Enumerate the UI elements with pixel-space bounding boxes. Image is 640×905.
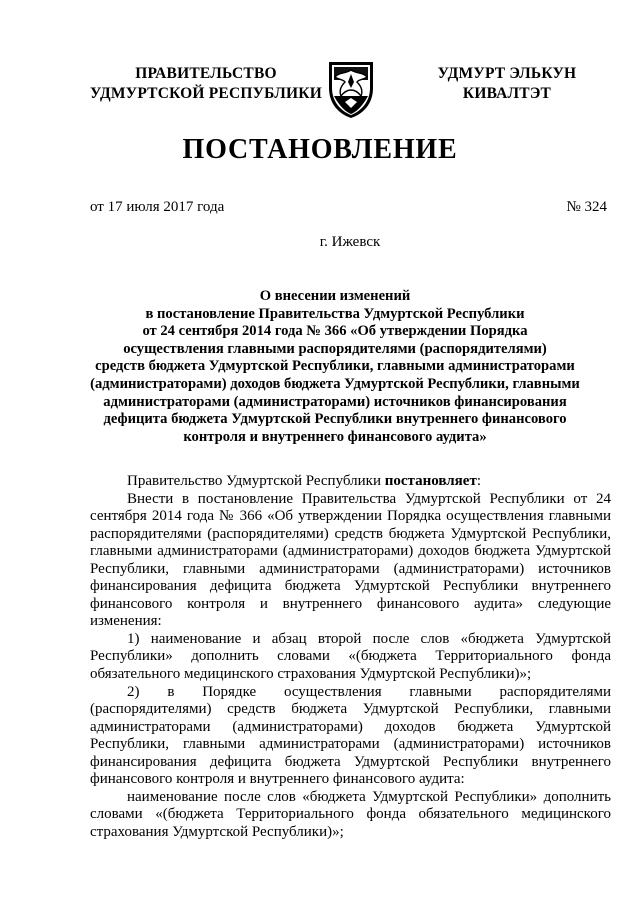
subject-line: от 24 сентября 2014 года № 366 «Об утверждении Порядка <box>142 323 528 340</box>
document-subject <box>80 288 590 446</box>
intro-decree-word: постановляет <box>384 473 477 489</box>
header-government-ru <box>86 64 326 104</box>
subject-line: в постановление Правительства Удмуртской Республики <box>145 305 525 322</box>
intro-text: Правительство Удмуртской Республики <box>127 473 385 489</box>
document-body <box>90 473 611 841</box>
header-right-line-2: КИВАЛТЭТ <box>462 85 552 102</box>
subject-line: осуществления главными распорядителями (распорядителями) <box>123 340 547 357</box>
subject-line: администраторами (администраторами) источников финансирования <box>103 393 567 410</box>
udmurt-coat-of-arms-icon <box>325 58 377 120</box>
header-government-udm <box>422 64 592 104</box>
document-number: № 324 <box>566 199 607 215</box>
header-left-line-2: УДМУРТСКОЙ РЕСПУБЛИКИ <box>90 85 322 102</box>
body-paragraph: 1) наименование и абзац второй после слов «бюджета Удмуртской Республики» дополнить словами «(бюджета Территориального фонда обязательного медицинского страхования Удмуртской Республики)»; <box>90 630 611 683</box>
document-date: от 17 июля 2017 года <box>90 199 225 215</box>
subject-line: О внесении изменений <box>259 288 411 304</box>
subject-line: дефицита бюджета Удмуртской Республики внутреннего финансового <box>103 411 567 428</box>
document-city: г. Ижевск <box>319 234 381 250</box>
body-paragraph: 2) в Порядке осуществления главными распорядителями (распорядителями) средств бюджета Удмуртской Республики, главными администраторами (администраторами) доходов бюджета Удмуртской Республики, главными администраторами (администраторами) источников финансирования дефицита бюджета Удмуртской Республики внутреннего финансового контроля и внутреннего финансового аудита: <box>90 683 611 788</box>
body-paragraph: наименование после слов «бюджета Удмуртской Республики» дополнить словами «(бюджета Территориального фонда обязательного медицинского страхования Удмуртской Республики)»; <box>90 788 611 840</box>
header-left-line-1: ПРАВИТЕЛЬСТВО <box>135 65 277 82</box>
subject-line: контроля и внутреннего финансового аудита» <box>183 428 487 445</box>
body-paragraph: Внести в постановление Правительства Удмуртской Республики от 24 сентября 2014 года № 366 «Об утверждении Порядка осуществления главными распорядителями (распорядителями) средств бюджета Удмуртской Республики, главными администраторами (администраторами) доходов бюджета Удмуртской Республики, главными администраторами (администраторами) источников финансирования дефицита бюджета Удмуртской Республики внутреннего финансового контроля и внутреннего финансового аудита» следующие изменения: <box>90 490 611 630</box>
subject-line: средств бюджета Удмуртской Республики, главными администраторами <box>95 358 575 375</box>
header-right-line-1: УДМУРТ ЭЛЬКУН <box>437 65 577 82</box>
body-intro-paragraph <box>90 473 611 491</box>
subject-line: (администраторами) доходов бюджета Удмуртской Республики, главными <box>90 375 580 392</box>
document-title: ПОСТАНОВЛЕНИЕ <box>182 134 458 165</box>
intro-colon: : <box>476 473 481 489</box>
